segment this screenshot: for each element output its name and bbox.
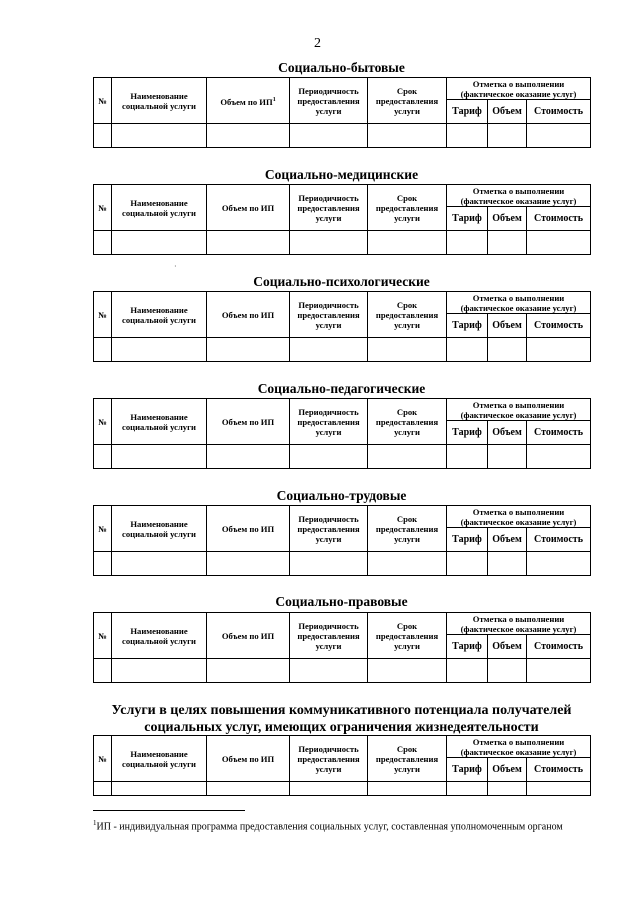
header-cost: Стоимость [527, 314, 591, 338]
header-volume: Объем [488, 314, 527, 338]
table-row [94, 338, 591, 362]
empty-cell [488, 445, 527, 469]
header-volume-text: Объем по ИП [220, 96, 273, 107]
empty-cell [112, 552, 207, 576]
header-volume-text: Объем по ИП [221, 523, 275, 534]
empty-cell [290, 124, 368, 148]
header-cost: Стоимость [527, 635, 591, 659]
header-tariff: Тариф [447, 314, 488, 338]
empty-cell [112, 124, 207, 148]
services-table [93, 735, 591, 796]
header-term: Срок предоставления услуги [368, 292, 447, 338]
header-cost: Стоимость [527, 100, 591, 124]
services-table [93, 291, 591, 362]
header-service-name: Наименование социальной услуги [112, 399, 207, 445]
header-volume-text: Объем по ИП [221, 202, 275, 213]
header-periodicity: Периодичность предоставления услуги [290, 292, 368, 338]
header-volume-ip [207, 399, 290, 445]
footnote-divider [93, 810, 245, 811]
empty-cell [368, 338, 447, 362]
empty-cell [290, 231, 368, 255]
footnote-mark: 1 [93, 819, 97, 827]
header-volume-ip [207, 506, 290, 552]
header-number: № [94, 292, 112, 338]
section-title: Социально-психологические [253, 274, 430, 289]
table-row [94, 782, 591, 796]
header-completion-mark: Отметка о выполнении (фактическое оказание услуг) [447, 292, 591, 314]
header-volume-ip [207, 292, 290, 338]
table-row [94, 552, 591, 576]
header-volume: Объем [488, 207, 527, 231]
empty-cell [527, 445, 591, 469]
section-title: Социально-бытовые [278, 60, 405, 75]
empty-cell [112, 231, 207, 255]
empty-cell [447, 231, 488, 255]
header-tariff: Тариф [447, 207, 488, 231]
header-tariff: Тариф [447, 758, 488, 782]
header-volume: Объем [488, 100, 527, 124]
header-volume: Объем [488, 635, 527, 659]
header-volume-ip [207, 185, 290, 231]
header-volume-text: Объем по ИП [221, 309, 275, 320]
section-title: Социально-медицинские [264, 167, 419, 182]
header-term: Срок предоставления услуги [368, 613, 447, 659]
header-volume: Объем [488, 758, 527, 782]
header-tariff: Тариф [447, 421, 488, 445]
header-term: Срок предоставления услуги [368, 185, 447, 231]
services-table [93, 398, 591, 469]
header-number: № [94, 506, 112, 552]
empty-cell [527, 552, 591, 576]
empty-cell [488, 552, 527, 576]
empty-cell [368, 231, 447, 255]
header-service-name: Наименование социальной услуги [112, 292, 207, 338]
empty-cell [94, 659, 112, 683]
empty-cell [368, 552, 447, 576]
section-title: Социально-правовые [275, 594, 408, 609]
header-completion-mark: Отметка о выполнении (фактическое оказание услуг) [447, 506, 591, 528]
empty-cell [207, 659, 290, 683]
header-completion-mark: Отметка о выполнении (фактическое оказание услуг) [447, 185, 591, 207]
empty-cell [527, 782, 591, 796]
empty-cell [527, 231, 591, 255]
header-service-name: Наименование социальной услуги [112, 736, 207, 782]
header-term: Срок предоставления услуги [368, 399, 447, 445]
empty-cell [290, 552, 368, 576]
section-title: Услуги в целях повышения коммуникативного потенциала получателей социальных услуг, имеющих ограничения жизнедеятельности [111, 703, 572, 735]
header-periodicity: Периодичность предоставления услуги [290, 506, 368, 552]
empty-cell [290, 338, 368, 362]
header-tariff: Тариф [447, 635, 488, 659]
empty-cell [207, 445, 290, 469]
header-service-name: Наименование социальной услуги [112, 78, 207, 124]
empty-cell [112, 782, 207, 796]
empty-cell [447, 552, 488, 576]
empty-cell [488, 231, 527, 255]
header-number: № [94, 613, 112, 659]
footnote [93, 817, 590, 833]
table-row [94, 659, 591, 683]
page-number: 2 [314, 36, 321, 51]
services-table [93, 505, 591, 576]
services-table [93, 77, 591, 148]
header-tariff: Тариф [447, 528, 488, 552]
empty-cell [368, 659, 447, 683]
section-title: Социально-трудовые [276, 488, 407, 503]
empty-cell [368, 124, 447, 148]
empty-cell [290, 659, 368, 683]
header-periodicity: Периодичность предоставления услуги [290, 399, 368, 445]
header-number: № [94, 185, 112, 231]
empty-cell [207, 231, 290, 255]
empty-cell [447, 782, 488, 796]
empty-cell [527, 124, 591, 148]
empty-cell [290, 782, 368, 796]
header-completion-mark: Отметка о выполнении (фактическое оказание услуг) [447, 399, 591, 421]
header-service-name: Наименование социальной услуги [112, 613, 207, 659]
table-row [94, 124, 591, 148]
empty-cell [112, 445, 207, 469]
table-row [94, 231, 591, 255]
empty-cell [447, 338, 488, 362]
header-volume-ip [207, 78, 290, 124]
header-volume-ip [207, 613, 290, 659]
header-number: № [94, 736, 112, 782]
empty-cell [488, 124, 527, 148]
header-term: Срок предоставления услуги [368, 78, 447, 124]
empty-cell [368, 782, 447, 796]
header-number: № [94, 78, 112, 124]
empty-cell [488, 659, 527, 683]
header-volume: Объем [488, 528, 527, 552]
header-volume-ip [207, 736, 290, 782]
empty-cell [112, 338, 207, 362]
empty-cell [368, 445, 447, 469]
header-cost: Стоимость [527, 528, 591, 552]
empty-cell [207, 338, 290, 362]
services-table [93, 612, 591, 683]
header-periodicity: Периодичность предоставления услуги [290, 736, 368, 782]
footnote-ref: 1 [272, 96, 276, 103]
scan-speck: · [174, 262, 177, 271]
empty-cell [527, 659, 591, 683]
header-volume-text: Объем по ИП [221, 630, 275, 641]
empty-cell [488, 782, 527, 796]
header-term: Срок предоставления услуги [368, 506, 447, 552]
header-cost: Стоимость [527, 421, 591, 445]
header-completion-mark: Отметка о выполнении (фактическое оказание услуг) [447, 78, 591, 100]
header-number: № [94, 399, 112, 445]
empty-cell [527, 338, 591, 362]
header-tariff: Тариф [447, 100, 488, 124]
header-completion-mark: Отметка о выполнении (фактическое оказание услуг) [447, 613, 591, 635]
services-table [93, 184, 591, 255]
empty-cell [447, 659, 488, 683]
header-volume-text: Объем по ИП [221, 753, 275, 764]
empty-cell [94, 552, 112, 576]
empty-cell [488, 338, 527, 362]
header-cost: Стоимость [527, 207, 591, 231]
empty-cell [290, 445, 368, 469]
empty-cell [112, 659, 207, 683]
empty-cell [207, 124, 290, 148]
empty-cell [94, 231, 112, 255]
empty-cell [207, 552, 290, 576]
empty-cell [447, 124, 488, 148]
empty-cell [94, 124, 112, 148]
table-row [94, 445, 591, 469]
empty-cell [447, 445, 488, 469]
empty-cell [94, 338, 112, 362]
header-service-name: Наименование социальной услуги [112, 185, 207, 231]
section-title: Социально-педагогические [257, 381, 426, 396]
header-volume-text: Объем по ИП [221, 416, 275, 427]
header-term: Срок предоставления услуги [368, 736, 447, 782]
empty-cell [94, 445, 112, 469]
header-completion-mark: Отметка о выполнении (фактическое оказание услуг) [447, 736, 591, 758]
empty-cell [94, 782, 112, 796]
empty-cell [207, 782, 290, 796]
header-cost: Стоимость [527, 758, 591, 782]
header-volume: Объем [488, 421, 527, 445]
header-periodicity: Периодичность предоставления услуги [290, 78, 368, 124]
header-periodicity: Периодичность предоставления услуги [290, 613, 368, 659]
header-periodicity: Периодичность предоставления услуги [290, 185, 368, 231]
header-service-name: Наименование социальной услуги [112, 506, 207, 552]
footnote-text: ИП - индивидуальная программа предоставления социальных услуг, составленная уполномоченным органом [96, 821, 563, 833]
